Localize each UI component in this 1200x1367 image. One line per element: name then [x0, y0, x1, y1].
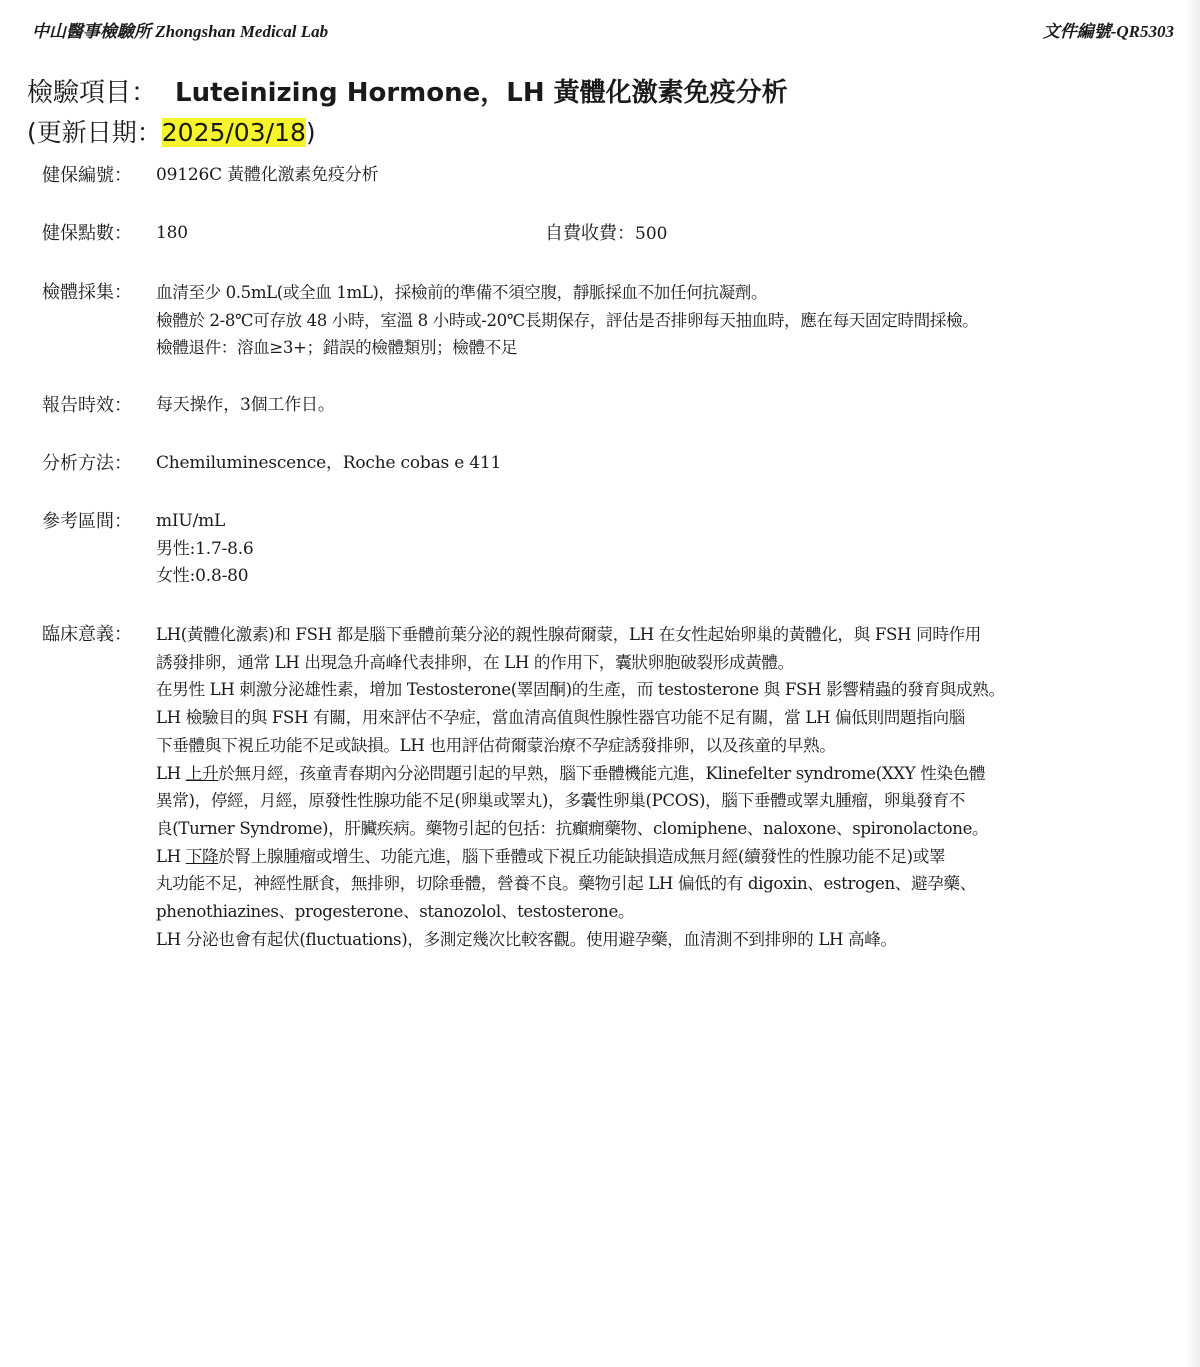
increase-prefix: LH	[156, 763, 186, 783]
nhi-points-label: 健保點數：	[42, 223, 132, 244]
specimen-field	[42, 279, 1190, 362]
page-header	[32, 17, 1174, 43]
clinical-line: phenothiazines、progesterone、stanozolol、testosterone。	[156, 902, 635, 922]
method-value: Chemiluminescence，Roche cobas e 411	[156, 453, 502, 473]
update-suffix: )	[305, 118, 316, 147]
reference-male: 男性:1.7-8.6	[156, 538, 254, 559]
decrease-keyword: 下降	[185, 846, 219, 866]
reference-female: 女性:0.8-80	[156, 566, 249, 587]
clinical-line: LH(黃體化激素)和 FSH 都是腦下垂體前葉分泌的親性腺荷爾蒙，LH 在女性起始卵巢的黃體化，與 FSH 同時作用	[156, 625, 982, 644]
reference-field	[42, 508, 1190, 591]
clinical-decrease-line	[156, 843, 1190, 871]
specimen-line: 血清至少 0.5mL(或全血 1mL)，採檢前的準備不須空腹，靜脈採血不加任何抗凝劑。	[156, 283, 768, 302]
update-prefix: (更新日期：	[27, 118, 162, 147]
decrease-prefix: LH	[156, 846, 186, 866]
page-edge-shadow	[1186, 0, 1200, 1367]
clinical-label: 臨床意義：	[42, 624, 132, 645]
clinical-field	[42, 621, 1190, 953]
title-label: 檢驗項目：	[27, 78, 158, 108]
clinical-line: 下垂體與下視丘功能不足或缺損。LH 也用評估荷爾蒙治療不孕症誘發排卵，以及孩童的早熟。	[156, 735, 836, 755]
clinical-line: 良(Turner Syndrome)，肝臟疾病。藥物引起的包括：抗癲癇藥物、clomiphene、naloxone、spironolactone。	[156, 818, 989, 838]
page-title	[27, 72, 788, 109]
reference-unit: mIU/mL	[156, 511, 226, 531]
clinical-line: 誘發排卵，通常 LH 出現急升高峰代表排卵，在 LH 的作用下，囊狀卵胞破裂形成黃體。	[156, 652, 794, 672]
specimen-line: 檢體於 2-8℃可存放 48 小時，室溫 8 小時或-20℃長期保存，評估是否排卵每天抽血時，應在每天固定時間採檢。	[156, 310, 979, 330]
nhi-code-field	[42, 162, 1190, 190]
nhi-points-value: 180	[156, 223, 188, 243]
update-date	[27, 113, 316, 149]
clinical-line: 丸功能不足，神經性厭食，無排卵，切除垂體，營養不良。藥物引起 LH 偏低的有 digoxin、estrogen、避孕藥、	[156, 874, 977, 894]
clinical-line: 異常)，停經，月經，原發性性腺功能不足(卵巢或睪丸)，多囊性卵巢(PCOS)，腦下垂體或睪丸腫瘤，卵巢發育不	[156, 791, 966, 811]
document-number: 文件編號-QR5303	[1042, 22, 1174, 41]
method-field	[42, 450, 1190, 478]
specimen-line: 檢體退件：溶血≥3+；錯誤的檢體類別；檢體不足	[156, 338, 518, 358]
decrease-text: 於腎上腺腫瘤或增生、功能亢進，腦下垂體或下視丘功能缺損造成無月經(續發性的性腺功能不足)或睪	[218, 846, 946, 866]
title-value: Luteinizing Hormone，LH 黃體化激素免疫分析	[175, 78, 788, 108]
lab-name: 中山醫事檢驗所 Zhongshan Medical Lab	[32, 22, 329, 41]
turnaround-value: 每天操作，3個工作日。	[156, 395, 335, 415]
self-pay	[545, 220, 667, 249]
nhi-code-value: 09126C 黃體化激素免疫分析	[156, 165, 379, 185]
nhi-code-label: 健保編號：	[42, 165, 132, 186]
clinical-line: LH 檢驗目的與 FSH 有關，用來評估不孕症，當血清高值與性腺性器官功能不足有關，當 LH 偏低則問題指向腦	[156, 708, 965, 728]
specimen-label: 檢體採集：	[42, 282, 132, 303]
turnaround-label: 報告時效：	[42, 395, 132, 416]
self-pay-value: 500	[635, 224, 668, 244]
increase-keyword: 上升	[185, 763, 219, 783]
nhi-points-field	[42, 220, 1190, 248]
method-label: 分析方法：	[42, 453, 132, 474]
self-pay-label: 自費收費：	[545, 223, 635, 244]
turnaround-field	[42, 392, 1190, 420]
update-date-value: 2025/03/18	[161, 118, 306, 147]
reference-label: 參考區間：	[42, 511, 132, 532]
increase-text: 於無月經，孩童青春期內分泌問題引起的早熟，腦下垂體機能亢進，Klinefelter syndrome(XXY 性染色體	[218, 763, 986, 783]
clinical-line: LH 分泌也會有起伏(fluctuations)，多測定幾次比較客觀。使用避孕藥，血清測不到排卵的 LH 高峰。	[156, 929, 897, 949]
clinical-line: 在男性 LH 刺激分泌雄性素，增加 Testosterone(睪固酮)的生產，而 testosterone 與 FSH 影響精蟲的發育與成熟。	[156, 680, 1005, 700]
clinical-increase-line	[156, 760, 1190, 788]
